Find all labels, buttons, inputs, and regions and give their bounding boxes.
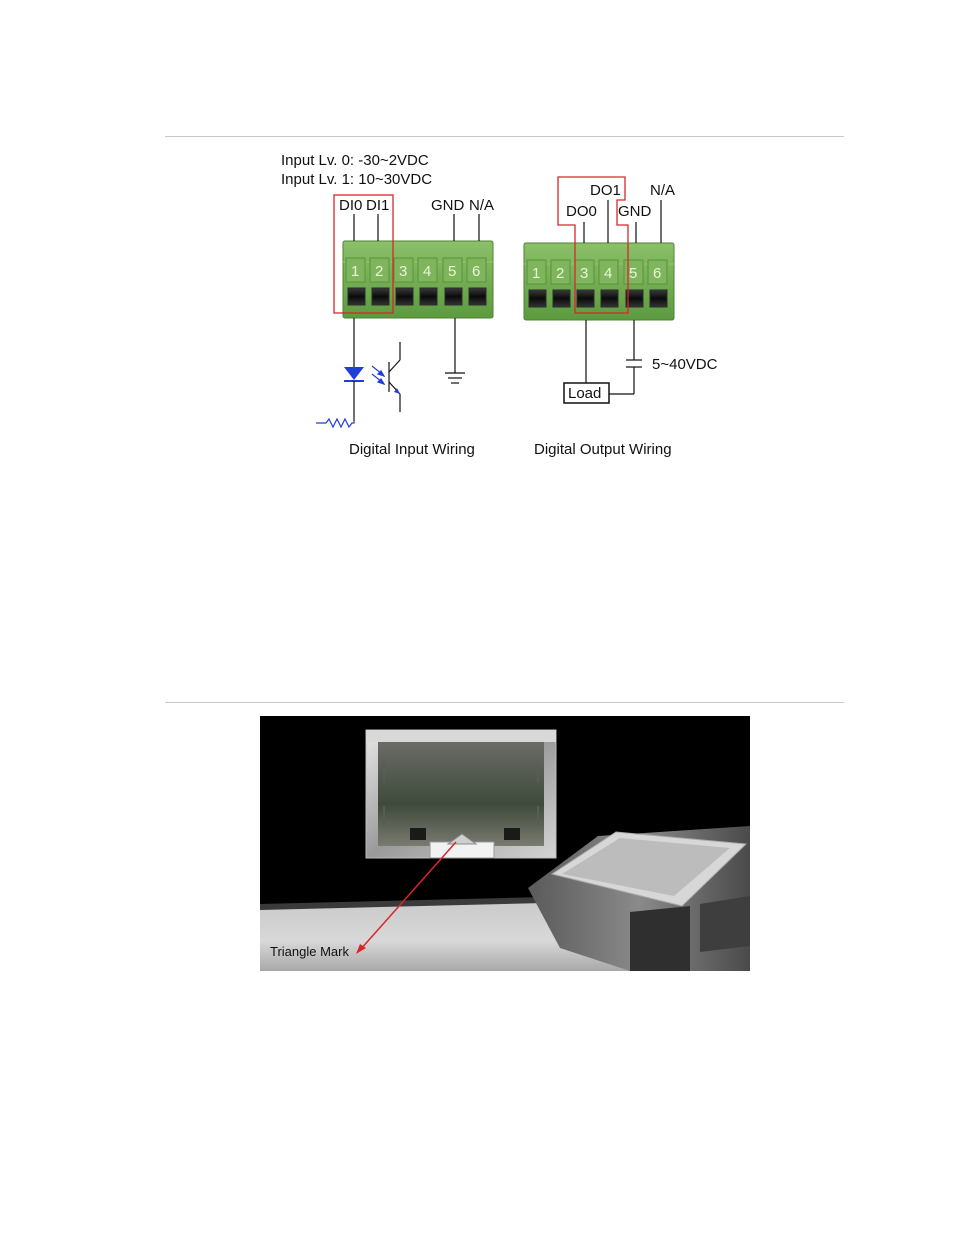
sfp-photo — [260, 716, 750, 971]
input-pin-1 — [346, 258, 365, 305]
caption-digital-output: Digital Output Wiring — [534, 441, 672, 458]
sfp-cage — [366, 730, 556, 858]
output-pin-4-label: 4 — [604, 265, 613, 282]
input-pin-3 — [394, 258, 413, 305]
label-do1: DO1 — [590, 182, 621, 199]
input-circuit — [316, 318, 465, 427]
triangle-mark-label: Triangle Mark — [270, 944, 349, 959]
output-pin-1 — [527, 260, 546, 307]
voltage-label: 5~40VDC — [652, 356, 718, 373]
input-pin-1-label: 1 — [351, 263, 360, 280]
output-terminal-block — [524, 243, 674, 320]
output-pin-3 — [575, 260, 594, 307]
input-pin-5 — [443, 258, 462, 305]
label-di0: DI0 — [339, 197, 363, 214]
output-pin-6-label: 6 — [653, 265, 662, 282]
caption-digital-input: Digital Input Wiring — [349, 441, 475, 458]
input-terminal-block — [343, 241, 493, 318]
label-output-na: N/A — [650, 182, 676, 199]
resistor-icon — [316, 419, 354, 427]
label-di1: DI1 — [366, 197, 390, 214]
output-pin-6 — [648, 260, 667, 307]
input-pin-4-label: 4 — [423, 263, 432, 280]
label-input-gnd: GND — [431, 197, 465, 214]
input-level-1: Input Lv. 1: 10~30VDC — [281, 171, 433, 188]
output-pin-2-label: 2 — [556, 265, 565, 282]
output-pin-5 — [624, 260, 643, 307]
ground-icon — [445, 318, 465, 383]
divider-middle — [165, 702, 844, 703]
input-pin-2 — [370, 258, 389, 305]
phototransistor-icon — [389, 342, 400, 412]
input-pin-4 — [418, 258, 437, 305]
input-level-0: Input Lv. 0: -30~2VDC — [281, 152, 429, 169]
input-pin-3-label: 3 — [399, 263, 408, 280]
load-label: Load — [568, 385, 602, 402]
label-input-na: N/A — [469, 197, 495, 214]
output-pin-3-label: 3 — [580, 265, 589, 282]
label-do0: DO0 — [566, 203, 597, 220]
output-pin-5-label: 5 — [629, 265, 638, 282]
input-pin-2-label: 2 — [375, 263, 384, 280]
input-pin-6-label: 6 — [472, 263, 481, 280]
wiring-diagram — [0, 0, 954, 470]
input-pin-6 — [467, 258, 486, 305]
output-pin-4 — [599, 260, 618, 307]
diode-icon — [344, 367, 364, 380]
output-pin-1-label: 1 — [532, 265, 541, 282]
output-pin-2 — [551, 260, 570, 307]
input-pin-5-label: 5 — [448, 263, 457, 280]
label-output-gnd: GND — [618, 203, 652, 220]
